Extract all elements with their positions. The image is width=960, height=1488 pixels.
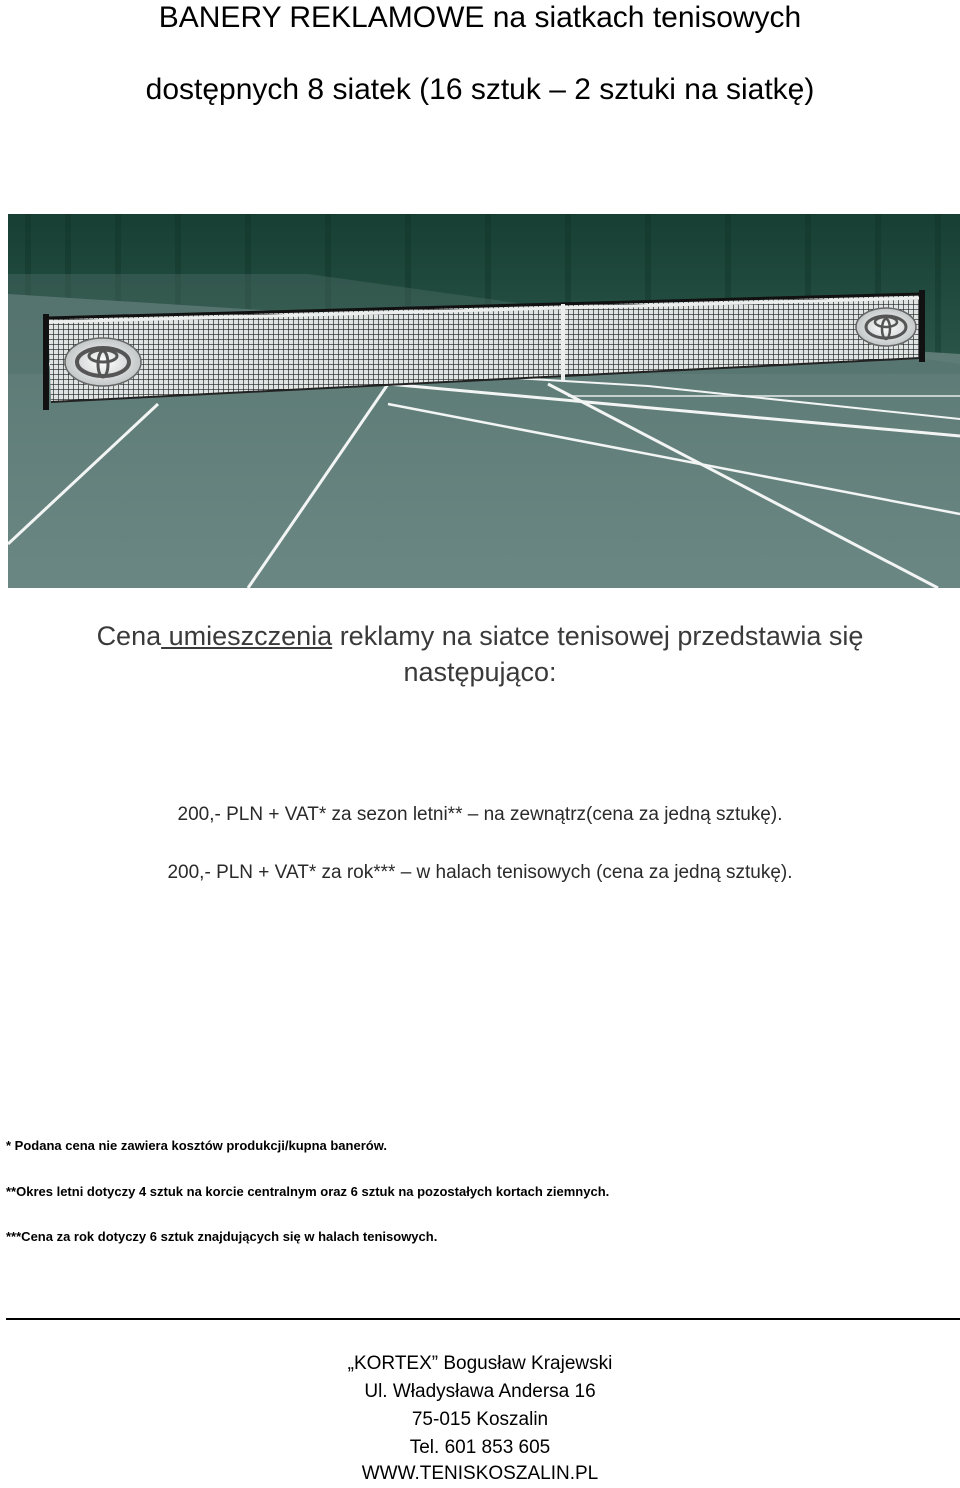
intro-text: Cena — [96, 621, 162, 651]
intro-text: reklamy na siatce tenisowej przedstawia się — [332, 621, 864, 651]
city-address: 75-015 Koszalin — [411, 1409, 549, 1430]
phone-number: Tel. 601 853 605 — [409, 1437, 551, 1458]
page-title: BANERY REKLAMOWE na siatkach tenisowych — [158, 1, 802, 34]
company-name: „KORTEX” Bogusław Krajewski — [347, 1353, 613, 1374]
toyota-logo-icon — [856, 308, 916, 346]
intro-text: następująco: — [403, 657, 557, 687]
street-address: Ul. Władysława Andersa 16 — [364, 1381, 596, 1402]
tennis-net-photo — [8, 214, 960, 588]
page-subtitle: dostępnych 8 siatek (16 sztuk – 2 sztuki na siatkę) — [145, 73, 815, 106]
footnote: **Okres letni dotyczy 4 sztuk na korcie centralnym oraz 6 sztuk na pozostałych kortach ziemnych. — [6, 1184, 610, 1199]
footnote: * Podana cena nie zawiera kosztów produkcji/kupna banerów. — [6, 1138, 387, 1153]
footnote: ***Cena za rok dotyczy 6 sztuk znajdujących się w halach tenisowych. — [6, 1229, 438, 1244]
intro-underlined-text: umieszczenia — [161, 621, 333, 651]
price-summer: 200,- PLN + VAT* za sezon letni** – na zewnątrz(cena za jedną sztukę). — [177, 804, 783, 825]
divider — [6, 1318, 960, 1320]
intro-paragraph — [0, 618, 960, 690]
price-year: 200,- PLN + VAT* za rok*** – w halach tenisowych (cena za jedną sztukę). — [167, 862, 793, 883]
toyota-logo-icon — [65, 338, 141, 386]
website-link[interactable]: WWW.TENISKOSZALIN.PL — [361, 1463, 599, 1484]
